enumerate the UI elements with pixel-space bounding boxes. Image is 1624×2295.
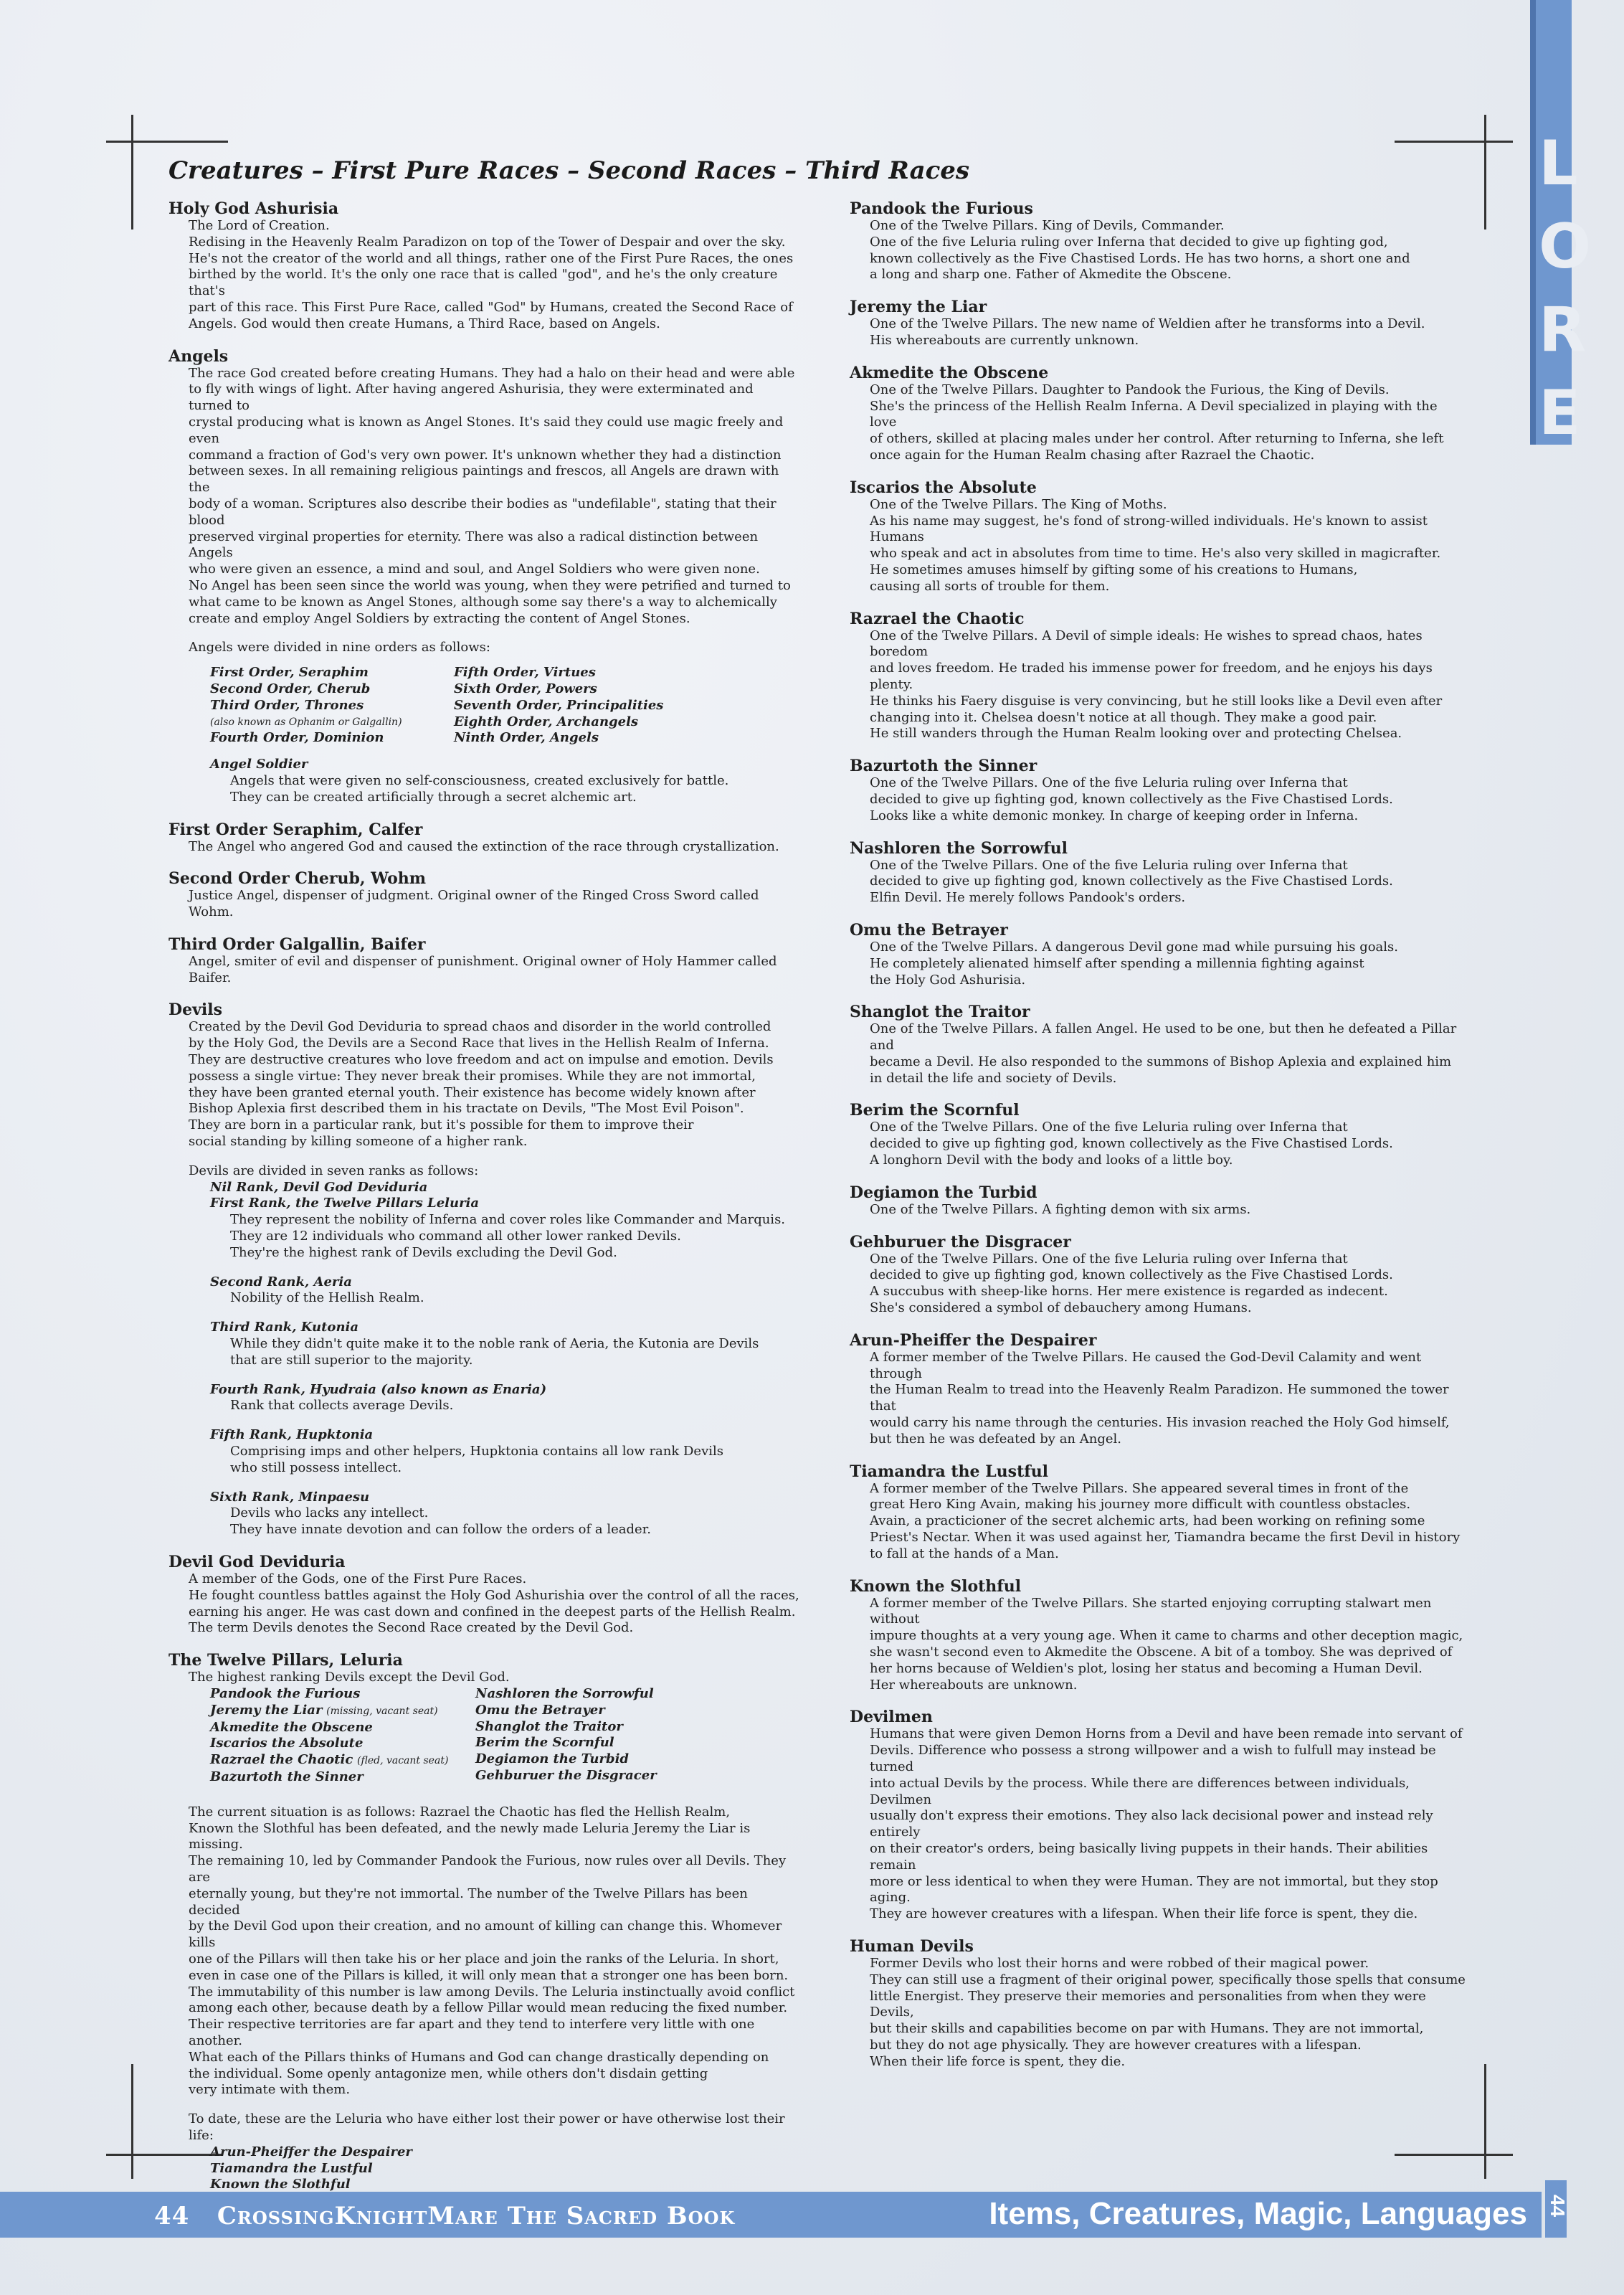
entry-heading: Tiamandra the Lustful <box>850 1462 1049 1481</box>
crop-mark <box>1395 141 1513 143</box>
crop-mark <box>1395 2154 1513 2156</box>
pillar-name: Jeremy the Liar <box>210 1702 323 1718</box>
entry-text: A former member of the Twelve Pillars. She started enjoying corrupting stalwart men without impure thoughts at a very young age. When it came to charms and other deception magic, she wasn't second even to Akmedite the Obscene. A bit of a tomboy. She was deprived of her horns because of Weldien's plot, losing her status and becoming a Human Devil. Her whereabouts are unknown. <box>870 1595 1463 1693</box>
rank-text: They represent the nobility of Inferna and cover roles like Commander and Marquis. They are 12 individuals who command all other lower ranked Devils. They're the highest rank of Devils excluding the Devil God. <box>230 1212 786 1260</box>
book-title: CrossingKnightMare The Sacred Book <box>217 2202 736 2230</box>
lost-pillar: Arun-Pheiffer the Despairer <box>210 2144 412 2159</box>
pillar-name: Pandook the Furious <box>210 1685 361 1701</box>
footer-tab-number: 44 <box>1547 2195 1569 2218</box>
entry-right <box>850 757 1466 824</box>
lost-pillar: Tiamandra the Lustful <box>210 2160 373 2176</box>
pillar-name: Bazurtoth the Sinner <box>210 1769 364 1784</box>
pillar-note: (fled, vacant seat) <box>357 1755 449 1767</box>
entry-heading: Devils <box>168 1000 222 1020</box>
pillar-name: Nashloren the Sorrowful <box>475 1685 654 1701</box>
entry-text: A former member of the Twelve Pillars. She appeared several times in front of the great Hero King Avain, making his journey more difficult with countless obstacles. Avain, a practicioner of the secret alchemic arts, had been working on refining some Priest's Nectar. When it was used against her, Tiamandra became the first Devil in history to fall at the hands of a Man. <box>870 1480 1461 1561</box>
entry-text: The highest ranking Devils except the Devil God. <box>189 1670 510 1685</box>
entry-heading: Human Devils <box>850 1936 974 1956</box>
entry-angels <box>168 347 799 806</box>
order-note: (also known as Ophanim or Galgallin) <box>210 716 402 728</box>
entry-text: The race God created before creating Humans. They had a halo on their head and were able to fly with wings of light. After having angered Ashurisia, they were exterminated and turned to crystal producing what is known as Angel Stones. It's said they could use magic freely and even command a fraction of God's very own power. It's unknown whether they had a distinction between sexes. In all remaining religious paintings and frescos, all Angels are drawn with the body of a woman. Scriptures also describe their bodies as "undefilable", stating that their blood preserved virginal properties for eternity. There was also a radical distinction between Angels who were given an essence, a mind and soul, and Angel Soldiers who were given none. No Angel has been seen since the world was young, when they were petrified and turned to what came to be known as Angel Stones, although some say there's a way to alchemically create and employ Angel Soldiers by extracting the content of Angel Stones. <box>189 365 795 626</box>
lost-intro: To date, these are the Leluria who have either lost their power or have otherwise lost their life: <box>189 2111 785 2143</box>
entry-heading: Known the Slothful <box>850 1576 1022 1596</box>
entry-text: One of the Twelve Pillars. A dangerous Devil gone mad while pursuing his goals. He completely alienated himself after spending a millennia fighting against the Holy God Ashurisia. <box>870 939 1399 988</box>
rank-heading: Third Rank, Kutonia <box>210 1320 359 1335</box>
crop-mark <box>106 141 228 143</box>
pillar-note: (missing, vacant seat) <box>326 1705 438 1717</box>
rank-heading: First Rank, the Twelve Pillars Leluria <box>210 1196 480 1211</box>
entry-heading: Angels <box>168 346 229 366</box>
entry-right <box>850 199 1466 283</box>
entry-heading: Nashloren the Sorrowful <box>850 838 1068 858</box>
orders-intro: Angels were divided in nine orders as follows: <box>189 640 490 656</box>
entry-heading: Razrael the Chaotic <box>850 609 1025 628</box>
pillars-situation: The current situation is as follows: Razrael the Chaotic has fled the Hellish Realm, Known the Slothful has been defeated, and the newly made Leluria Jeremy the Liar is missing. The remaining 10, led by Commander Pandook the Furious, now rules over all Devils. They are eternally young, but they're not immortal. The number of the Twelve Pillars has been decided by the Devil God upon their creation, and no amount of killing can change this. Whomever kills one of the Pillars will then take his or her place and join the ranks of the Leluria. In short, even in case one of the Pillars is killed, it will only mean that a stronger one has been born. The immutability of this number is law among Devils. The Leluria instinctually avoid conflict among each other, because death by a fellow Pillar would mean reducing the fixed number. Their respective territories are far apart and they tend to interfere very little with one another. What each of the Pillars thinks of Humans and God can change drastically depending on the individual. Some openly antagonize men, while others don't disdain getting very intimate with them. <box>189 1804 795 2098</box>
section-title: Items, Creatures, Magic, Languages <box>989 2196 1527 2231</box>
entry-heading: Akmedite the Obscene <box>850 363 1049 382</box>
entry-right <box>850 1233 1466 1317</box>
entry-right <box>850 1708 1466 1923</box>
order-item: First Order, Seraphim <box>210 665 369 681</box>
entry-text: One of the Twelve Pillars. One of the five Leluria ruling over Inferna that decided to give up fighting god, known collectively as the Five Chastised Lords. A succubus with sheep-like horns. Her mere existence is regarded as indecent. She's considered a symbol of debauchery among Humans. <box>870 1251 1393 1316</box>
entry-ashurisia <box>168 199 799 333</box>
angel-orders <box>210 665 799 747</box>
crop-mark <box>1484 115 1486 230</box>
entry-heading: Gehburuer the Disgracer <box>850 1232 1071 1251</box>
entry-text: One of the Twelve Pillars. The new name of Weldien after he transforms into a Devil. His whereabouts are currently unknown. <box>870 316 1425 348</box>
rank-heading: Sixth Rank, Minpaesu <box>210 1489 370 1505</box>
entry-right <box>850 1101 1466 1168</box>
order-item: Third Order, Thrones <box>210 697 364 713</box>
pillar-name: Berim the Scornful <box>475 1735 614 1751</box>
rank-heading: Fifth Rank, Hupktonia <box>210 1427 374 1443</box>
entry-heading: Omu the Betrayer <box>850 920 1008 940</box>
entry-right <box>850 1577 1466 1694</box>
order-item: Sixth Order, Powers <box>454 681 597 696</box>
entry-devils <box>168 1000 799 1538</box>
entry-heading: Holy God Ashurisia <box>168 199 339 218</box>
entry-heading: Devil God Deviduria <box>168 1553 346 1571</box>
order-item: Second Order, Cherub <box>210 681 371 696</box>
entry-heading: Devilmen <box>850 1708 933 1727</box>
entry-calfer <box>168 820 799 856</box>
entry-heading: Degiamon the Turbid <box>850 1183 1037 1202</box>
footer-page-info <box>154 2202 735 2230</box>
rank-heading: Fourth Rank, Hyudraia (also known as Enaria) <box>210 1381 547 1397</box>
entry-heading: Iscarios the Absolute <box>850 478 1037 497</box>
entry-right <box>850 478 1466 595</box>
entry-text: A former member of the Twelve Pillars. He caused the God-Devil Calamity and went through the Human Realm to tread into the Heavenly Realm Paradizon. He summoned the tower that would carry his name through the centuries. His invasion reached the Holy God himself, but then he was defeated by an Angel. <box>870 1349 1450 1447</box>
right-column <box>850 199 1466 2085</box>
entry-right <box>850 921 1466 988</box>
pillar-name: Shanglot the Traitor <box>475 1718 623 1734</box>
entry-text: Former Devils who lost their horns and were robbed of their magical power. They can still use a fragment of their original power, specifically those spells that consume little Energist. They preserve their memories and personalities from when they were Devils, but their skills and capabilities become on par with Humans. They are not immortal, but they do not age physically. They are however creatures with a lifespan. When their life force is spent, they die. <box>870 1955 1466 2069</box>
entry-text: The Lord of Creation. Redising in the Heavenly Realm Paradizon on top of the Tower of Despair and over the sky. He's not the creator of the world and all things, rather one of the First Pure Races, the ones birthed by the world. It's the only one race that is called "god", and he's the only creature that's part of this race. This First Pure Race, called "God" by Humans, created the Second Race of Angels. God would then create Humans, a Third Race, based on Angels. <box>189 218 794 331</box>
ranks-intro: Devils are divided in seven ranks as follows: <box>189 1163 479 1178</box>
rank-heading: Second Rank, Aeria <box>210 1274 352 1290</box>
entry-right <box>850 1003 1466 1087</box>
entry-text: One of the Twelve Pillars. A Devil of simple ideals: He wishes to spread chaos, hates boredom and loves freedom. He traded his immense power for freedom, and he enjoys his days plenty. He thinks his Faery disguise is very convincing, but he still looks like a Devil even after changing into it. Chelsea doesn't notice at all though. They make a good pair. He still wanders through the Human Realm looking over and protecting Chelsea. <box>870 628 1443 742</box>
entry-heading: Jeremy the Liar <box>850 298 987 317</box>
order-item: Eighth Order, Archangels <box>454 714 639 729</box>
entry-text: One of the Twelve Pillars. King of Devils, Commander. One of the five Leluria ruling over Inferna that decided to give up fighting god, known collectively as the Five Chastised Lords. He has two horns, a short one and a long and sharp one. Father of Akmedite the Obscene. <box>870 218 1410 283</box>
entry-text: One of the Twelve Pillars. The King of Moths. As his name may suggest, he's fond of strong-willed individuals. He's known to assist Humans who speak and act in absolutes from time to time. He's also very skilled in magicrafter. He sometimes amuses himself by gifting some of his creations to Humans, causing all sorts of trouble for them. <box>870 496 1441 594</box>
entry-right <box>850 1331 1466 1448</box>
rank-text: While they didn't quite make it to the noble rank of Aeria, the Kutonia are Devils that are still superior to the majority. <box>230 1336 759 1368</box>
entry-heading: The Twelve Pillars, Leluria <box>168 1651 403 1670</box>
entry-text: One of the Twelve Pillars. One of the five Leluria ruling over Inferna that decided to give up fighting god, known collectively as the Five Chastised Lords. Looks like a white demonic monkey. In charge of keeping order in Inferna. <box>870 775 1393 823</box>
entry-text: One of the Twelve Pillars. A fighting demon with six arms. <box>870 1201 1251 1217</box>
entry-right <box>850 1462 1466 1563</box>
angel-soldier-heading: Angel Soldier <box>210 757 308 772</box>
entry-text: One of the Twelve Pillars. Daughter to Pandook the Furious, the King of Devils. She's the princess of the Hellish Realm Inferna. A Devil specialized in playing with the love of others, skilled at placing males under her control. After returning to Inferna, she left once again for the Human Realm chasing after Razrael the Chaotic. <box>870 382 1444 463</box>
entry-baifer <box>168 935 799 987</box>
entry-heading: Bazurtoth the Sinner <box>850 757 1037 776</box>
entry-wohm <box>168 869 799 921</box>
lost-pillar: Known the Slothful <box>210 2177 351 2192</box>
pillar-name: Degiamon the Turbid <box>475 1751 629 1767</box>
pillar-name: Iscarios the Absolute <box>210 1736 364 1751</box>
entry-heading: First Order Seraphim, Calfer <box>168 820 423 839</box>
pillars-list <box>210 1686 799 1786</box>
entry-heading: Berim the Scornful <box>850 1101 1020 1120</box>
entry-heading: Arun-Pheiffer the Despairer <box>850 1330 1097 1350</box>
order-item: Fifth Order, Virtues <box>454 665 596 681</box>
order-item: Seventh Order, Principalities <box>454 697 664 713</box>
side-label: LORE <box>1539 128 1592 449</box>
entry-text: One of the Twelve Pillars. One of the five Leluria ruling over Inferna that decided to give up fighting god, known collectively as the Five Chastised Lords. Elfin Devil. He merely follows Pandook's orders. <box>870 857 1393 906</box>
entry-text: Angel, smiter of evil and dispenser of punishment. Original owner of Holy Hammer called Baifer. <box>189 953 777 985</box>
rank-text: Comprising imps and other helpers, Hupktonia contains all low rank Devils who still possess intellect. <box>230 1444 723 1475</box>
crop-mark <box>131 115 133 230</box>
entry-text: Justice Angel, dispenser of judgment. Original owner of the Ringed Cross Sword called Wohm. <box>189 888 759 920</box>
entry-text: The Angel who angered God and caused the extinction of the race through crystallization. <box>189 838 779 854</box>
entry-text: Created by the Devil God Deviduria to spread chaos and disorder in the world controlled by the Holy God, the Devils are a Second Race that lives in the Hellish Realm of Inferna. They are destructive creatures who love freedom and act on impulse and emotion. Devils possess a single virtue: They never break their promises. While they are not immortal, they have been granted eternal youth. Their existence has become widely known after Bishop Aplexia first described them in his tractate on Devils, "The Most Evil Poison". They are born in a particular rank, but it's possible for them to improve their social standing by killing someone of a higher rank. <box>189 1019 774 1150</box>
rank-text: Rank that collects average Devils. <box>230 1398 454 1414</box>
entry-text: One of the Twelve Pillars. One of the five Leluria ruling over Inferna that decided to give up fighting god, known collectively as the Five Chastised Lords. A longhorn Devil with the body and looks of a little boy. <box>870 1120 1393 1168</box>
angel-soldier-text: Angels that were given no self-consciousness, created exclusively for battle. They can be created artificially through a secret alchemic art. <box>230 772 729 805</box>
rank-heading: Nil Rank, Devil God Deviduria <box>210 1179 428 1195</box>
rank-text: Nobility of the Hellish Realm. <box>230 1290 424 1306</box>
order-item: Ninth Order, Angels <box>454 730 599 746</box>
crop-mark <box>131 2064 133 2179</box>
pillar-name: Razrael the Chaotic <box>210 1752 353 1768</box>
entry-right <box>850 364 1466 464</box>
pillar-name: Omu the Betrayer <box>475 1702 605 1718</box>
pillar-name: Akmedite the Obscene <box>210 1719 373 1735</box>
entry-text: Humans that were given Demon Horns from a Devil and have been remade into servant of Devils. Difference who possess a strong willpower and a wish to fulfull may instead be turned into actual Devils by the process. While there are differences between individuals, Devilmen usually don't express their emotions. They also lack decisional power and instead rely entirely on their creator's orders, being basically living puppets in their hands. Their abilities remain more or less identical to when they were Human. They are not immortal, but they stop aging. They are however creatures with a lifespan. When their life force is spent, they die. <box>870 1726 1463 1922</box>
entry-text: One of the Twelve Pillars. A fallen Angel. He used to be one, but then he defeated a Pillar and became a Devil. He also responded to the summons of Bishop Aplexia and explained him in detail the life and society of Devils. <box>870 1021 1457 1086</box>
entry-heading: Pandook the Furious <box>850 199 1033 218</box>
entry-text: A member of the Gods, one of the First Pure Races. He fought countless battles against the Holy God Ashurishia over the control of all the races, earning his anger. He was cast down and confined in the deepest parts of the Hellish Realm. The term Devils denotes the Second Race created by the Devil God. <box>189 1571 799 1636</box>
entry-heading: Third Order Galgallin, Baifer <box>168 934 426 954</box>
entry-right <box>850 298 1466 349</box>
page-number: 44 <box>154 2202 190 2230</box>
crop-mark <box>1484 2064 1486 2179</box>
entry-deviduria <box>168 1553 799 1637</box>
entry-heading: Shanglot the Traitor <box>850 1003 1030 1022</box>
entry-twelve-pillars <box>168 1651 799 2193</box>
rank-text: Devils who lacks any intellect. They have innate devotion and can follow the orders of a leader. <box>230 1505 652 1538</box>
entry-right <box>850 1937 1466 2071</box>
side-tab-edge <box>1530 0 1536 445</box>
entry-heading: Second Order Cherub, Wohm <box>168 869 427 889</box>
entry-right <box>850 1183 1466 1219</box>
order-item: Fourth Order, Dominion <box>210 730 384 746</box>
pillar-name: Gehburuer the Disgracer <box>475 1767 657 1783</box>
entry-right <box>850 610 1466 743</box>
page-title: Creatures – First Pure Races – Second Races – Third Races <box>168 156 970 185</box>
entry-right <box>850 839 1466 907</box>
left-column <box>168 199 799 2208</box>
